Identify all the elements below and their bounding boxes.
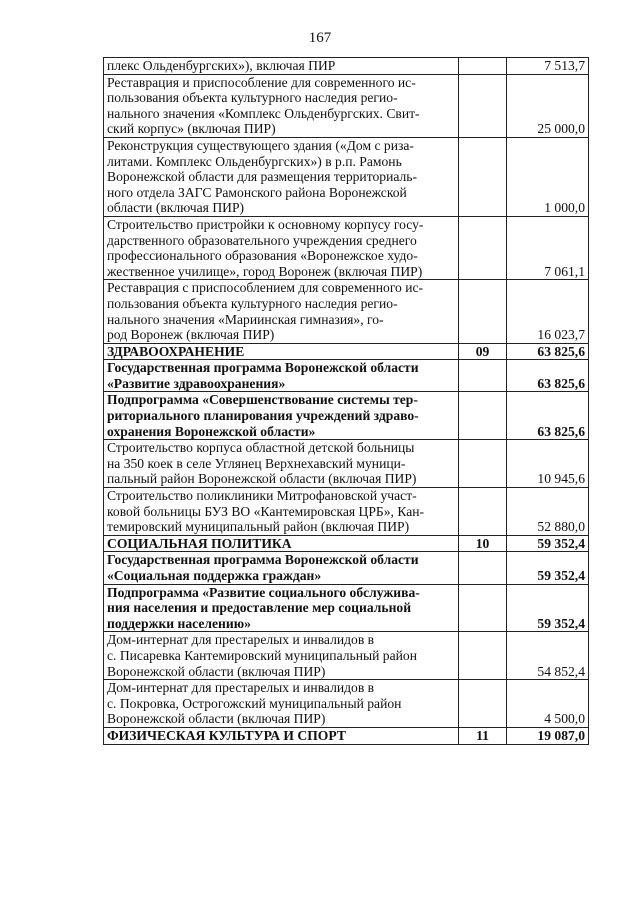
row-code-cell: 10	[459, 535, 507, 552]
row-sum-cell: 10 945,6	[507, 440, 589, 488]
row-name-cell: Государственная программа Воронежской области «Развитие здравоохранения»	[104, 360, 459, 392]
table-row-section	[104, 392, 589, 440]
row-code-cell	[459, 680, 507, 728]
row-code-cell: 11	[459, 727, 507, 744]
row-sum-cell: 1 000,0	[507, 137, 589, 216]
table-row-section	[104, 584, 589, 632]
table-row	[104, 440, 589, 488]
row-name-cell: Реставрация и приспособление для современного ис- пользования объекта культурного наследия регио- нального значения «Комплекс Ольденбургских. Свит- ский корпус» (включая ПИР)	[104, 74, 459, 137]
row-code-cell	[459, 280, 507, 343]
row-name-cell: Реставрация с приспособлением для современного ис- пользования объекта культурного наследия регио- нального значения «Мариинская гимназия», го- род Воронеж (включая ПИР)	[104, 280, 459, 343]
row-name-cell: ФИЗИЧЕСКАЯ КУЛЬТУРА И СПОРТ	[104, 727, 459, 744]
table-row	[104, 488, 589, 536]
table-row-section	[104, 360, 589, 392]
row-code-cell	[459, 360, 507, 392]
table-row-section	[104, 535, 589, 552]
row-sum-cell: 59 352,4	[507, 552, 589, 584]
row-name-cell: Дом-интернат для престарелых и инвалидов в с. Писаревка Кантемировский муниципальный район Воронежской области (включая ПИР)	[104, 632, 459, 680]
row-sum-cell: 54 852,4	[507, 632, 589, 680]
row-sum-cell: 52 880,0	[507, 488, 589, 536]
row-sum-cell: 7 061,1	[507, 216, 589, 279]
row-code-cell	[459, 74, 507, 137]
row-code-cell	[459, 632, 507, 680]
table-row-section	[104, 552, 589, 584]
table-row	[104, 632, 589, 680]
row-code-cell	[459, 137, 507, 216]
row-name-cell: Государственная программа Воронежской области «Социальная поддержка граждан»	[104, 552, 459, 584]
row-code-cell	[459, 584, 507, 632]
row-sum-cell: 16 023,7	[507, 280, 589, 343]
table-row	[104, 216, 589, 279]
table-row	[104, 74, 589, 137]
row-sum-cell: 63 825,6	[507, 360, 589, 392]
row-sum-cell: 63 825,6	[507, 392, 589, 440]
table-row-section	[104, 727, 589, 744]
row-sum-cell: 63 825,6	[507, 343, 589, 360]
row-name-cell: Строительство корпуса областной детской больницы на 350 коек в селе Углянец Верхнехавский муници- пальный район Воронежской области (включая ПИР)	[104, 440, 459, 488]
table-row	[104, 280, 589, 343]
row-name-cell: Дом-интернат для престарелых и инвалидов в с. Покровка, Острогожский муниципальный район Воронежской области (включая ПИР)	[104, 680, 459, 728]
row-code-cell	[459, 58, 507, 75]
table-row	[104, 680, 589, 728]
row-name-cell: Строительство пристройки к основному корпусу госу- дарственного образовательного учреждения среднего профессионального образования «Воронежское худо- жественное училище», город Воронеж (включая ПИР)	[104, 216, 459, 279]
row-name-cell: Реконструкция существующего здания («Дом с риза- литами. Комплекс Ольденбургских») в р.п. Рамонь Воронежской области для размещения территориаль- ного отдела ЗАГС Рамонского района Воронежской области (включая ПИР)	[104, 137, 459, 216]
page-number: 167	[308, 30, 332, 46]
table-row-section	[104, 343, 589, 360]
row-name-cell: плекс Ольденбургских»), включая ПИР	[104, 58, 459, 75]
row-sum-cell: 7 513,7	[507, 58, 589, 75]
row-sum-cell: 4 500,0	[507, 680, 589, 728]
row-name-cell: ЗДРАВООХРАНЕНИЕ	[104, 343, 459, 360]
row-name-cell: Подпрограмма «Развитие социального обслужива- ния населения и предоставление мер социальной поддержки населению»	[104, 584, 459, 632]
row-sum-cell: 19 087,0	[507, 727, 589, 744]
row-sum-cell: 25 000,0	[507, 74, 589, 137]
row-name-cell: Строительство поликлиники Митрофановской участ- ковой больницы БУЗ ВО «Кантемировская ЦРБ», Кан- темировский муниципальный район (включая ПИР)	[104, 488, 459, 536]
row-sum-cell: 59 352,4	[507, 535, 589, 552]
table-row	[104, 58, 589, 75]
row-code-cell	[459, 392, 507, 440]
table-row	[104, 137, 589, 216]
budget-table	[103, 57, 589, 745]
budget-table-body	[104, 58, 589, 745]
row-sum-cell: 59 352,4	[507, 584, 589, 632]
row-code-cell: 09	[459, 343, 507, 360]
row-code-cell	[459, 216, 507, 279]
row-name-cell: Подпрограмма «Совершенствование системы тер- риториального планирования учреждений здраво- охранения Воронежской области»	[104, 392, 459, 440]
row-code-cell	[459, 440, 507, 488]
row-code-cell	[459, 488, 507, 536]
row-name-cell: СОЦИАЛЬНАЯ ПОЛИТИКА	[104, 535, 459, 552]
row-code-cell	[459, 552, 507, 584]
